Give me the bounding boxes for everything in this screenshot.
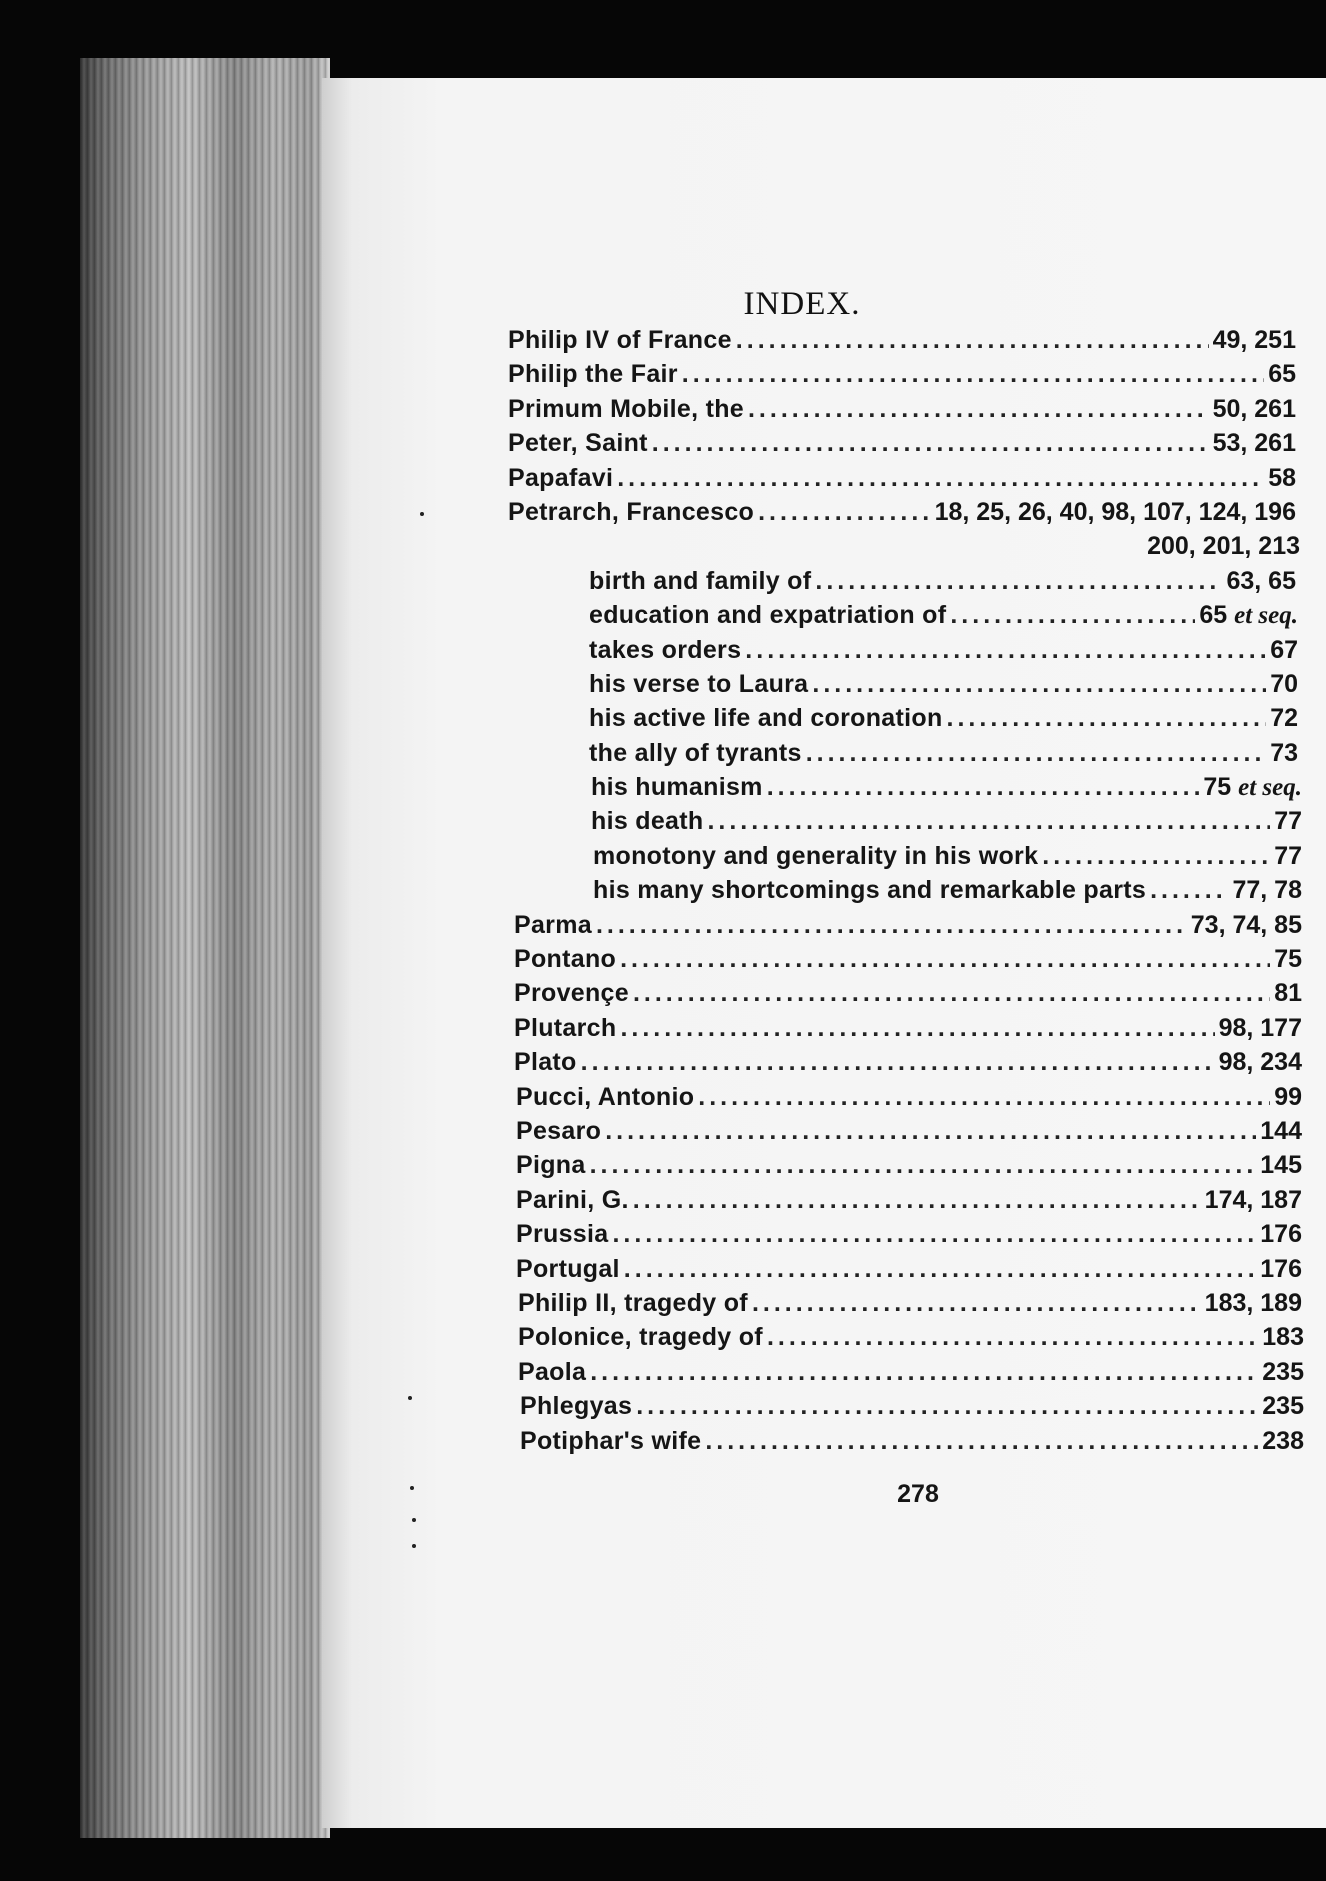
- entry-page-numbers: 75: [1274, 945, 1302, 974]
- entry-page-numbers: 70: [1270, 669, 1298, 698]
- entry-pages: [1262, 1427, 1304, 1456]
- dot-leader: [633, 1186, 1201, 1215]
- dot-leader: [620, 1014, 1214, 1043]
- entry-page-numbers: 238: [1262, 1426, 1304, 1455]
- index-entry: [0, 464, 1326, 498]
- entry-pages: [1213, 429, 1296, 458]
- index-entry: [0, 1220, 1326, 1254]
- entry-term: his active life and coronation: [589, 704, 943, 733]
- entry-term: Petrarch, Francesco: [508, 497, 755, 526]
- entry-term: Philip II, tragedy of: [518, 1288, 748, 1317]
- index-subentry: [0, 567, 1326, 601]
- dot-leader: [1150, 876, 1228, 905]
- dot-leader: [767, 1323, 1258, 1352]
- entry-pages: [1213, 326, 1296, 355]
- entry-page-numbers: 73, 74, 85: [1190, 910, 1302, 939]
- dot-leader: [947, 704, 1267, 733]
- entry-term: Pontano: [514, 945, 617, 974]
- index-entry: [0, 532, 1326, 566]
- entry-term: his verse to Laura: [589, 669, 809, 698]
- entry-term: Primum Mobile, the: [508, 394, 744, 423]
- entry-term: his death: [591, 807, 704, 836]
- entry-page-numbers: 81: [1274, 979, 1302, 1008]
- dot-leader: [624, 1255, 1256, 1284]
- index-entry: [0, 1151, 1326, 1185]
- et-seq-note: et seq.: [1234, 602, 1298, 630]
- index-subentry: [0, 704, 1326, 738]
- entry-pages: [1270, 739, 1298, 768]
- entry-page-numbers: 75: [1203, 773, 1232, 802]
- index-entry: [0, 1117, 1326, 1151]
- entry-page-numbers: 99: [1274, 1082, 1302, 1111]
- entry-term: Phlegyas: [520, 1392, 633, 1421]
- entry-pages: [1268, 464, 1296, 493]
- dot-leader: [707, 807, 1270, 836]
- dot-leader: [815, 567, 1222, 596]
- entry-pages: [1262, 1392, 1304, 1421]
- entry-page-numbers: 18, 25, 26, 40, 98, 107, 124, 196: [934, 497, 1296, 526]
- entry-pages: [1270, 636, 1298, 665]
- entry-pages: [1268, 360, 1296, 389]
- entry-pages: [1232, 876, 1302, 905]
- entry-page-numbers: 235: [1262, 1357, 1304, 1386]
- entry-term: Parini, G.: [516, 1185, 629, 1214]
- entry-page-numbers: 77: [1274, 841, 1302, 870]
- entry-term: Pesaro: [516, 1116, 602, 1145]
- entry-page-numbers: 50, 261: [1212, 394, 1296, 423]
- dot-leader: [698, 1083, 1270, 1112]
- entry-pages: [1199, 601, 1298, 630]
- dot-leader: [620, 945, 1270, 974]
- entry-term: takes orders: [589, 635, 742, 664]
- entry-pages: [1262, 1323, 1304, 1352]
- index-subentry: [0, 773, 1326, 807]
- index-entry: [0, 1186, 1326, 1220]
- entry-pages: [1203, 773, 1302, 802]
- entry-pages: [1274, 842, 1302, 871]
- entry-page-numbers: 98, 234: [1218, 1048, 1302, 1077]
- entry-term: Philip IV of France: [508, 326, 732, 354]
- entry-page-numbers: 144: [1260, 1116, 1302, 1145]
- dot-leader: [758, 498, 930, 527]
- page-title: INDEX.: [743, 286, 861, 322]
- entry-page-numbers: 176: [1260, 1220, 1302, 1249]
- entry-page-numbers: 77: [1274, 807, 1302, 836]
- entry-pages: [935, 498, 1296, 527]
- index-entry: [0, 945, 1326, 979]
- entry-page-numbers: 73: [1270, 738, 1298, 767]
- index-entry: [0, 911, 1326, 945]
- index-entry: [0, 1048, 1326, 1082]
- dot-leader: [812, 670, 1266, 699]
- index-entry: [0, 395, 1326, 429]
- entry-term: Provençe: [514, 979, 629, 1008]
- index-subentry: [0, 842, 1326, 876]
- entry-term: Portugal: [516, 1254, 620, 1283]
- entry-page-numbers: 183, 189: [1204, 1288, 1302, 1317]
- entry-pages: [1260, 1255, 1302, 1284]
- index-subentry: [0, 876, 1326, 910]
- dust-speck: [410, 1486, 414, 1490]
- entry-page-numbers: 58: [1268, 463, 1296, 492]
- dot-leader: [590, 1358, 1258, 1387]
- index-entry: [0, 326, 1326, 360]
- index-entry: [0, 1358, 1326, 1392]
- entry-page-numbers: 65: [1199, 601, 1228, 630]
- index-subentry: [0, 670, 1326, 704]
- entry-pages: [1205, 1186, 1302, 1215]
- entry-page-numbers: 183: [1262, 1323, 1304, 1352]
- index-entry: [0, 1289, 1326, 1323]
- entry-pages: [1270, 670, 1298, 699]
- entry-pages: [1274, 807, 1302, 836]
- entry-pages: [1270, 704, 1298, 733]
- entry-pages: [1219, 1048, 1302, 1077]
- index-subentry: [0, 807, 1326, 841]
- index-entry-list: [0, 326, 1326, 1461]
- entry-term: his many shortcomings and remarkable parts: [593, 876, 1147, 905]
- entry-term: his humanism: [591, 773, 763, 802]
- index-entry: [0, 1255, 1326, 1289]
- entry-page-numbers: 77, 78: [1232, 876, 1302, 905]
- entry-pages: [1226, 567, 1296, 596]
- entry-page-numbers: 72: [1270, 704, 1298, 733]
- dot-leader: [596, 911, 1187, 940]
- entry-term: Philip the Fair: [508, 360, 678, 389]
- et-seq-note: et seq.: [1238, 774, 1302, 802]
- index-entry: [0, 1083, 1326, 1117]
- index-subentry: [0, 636, 1326, 670]
- entry-term: Polonice, tragedy of: [518, 1323, 763, 1352]
- dot-leader: [1042, 842, 1270, 871]
- dot-leader: [652, 429, 1209, 458]
- index-entry: [0, 979, 1326, 1013]
- entry-pages: [1262, 1358, 1304, 1387]
- entry-term: Plutarch: [514, 1013, 617, 1042]
- dot-leader: [806, 739, 1266, 768]
- dust-speck: [412, 1518, 416, 1522]
- entry-pages: [1213, 395, 1296, 424]
- entry-pages: [1191, 911, 1302, 940]
- index-entry: [0, 1014, 1326, 1048]
- entry-page-numbers: 53, 261: [1212, 429, 1296, 458]
- dot-leader: [605, 1117, 1256, 1146]
- entry-page-numbers: 145: [1260, 1151, 1302, 1180]
- entry-term: the ally of tyrants: [589, 738, 802, 767]
- entry-pages: [1260, 1220, 1302, 1249]
- dot-leader: [752, 1289, 1201, 1318]
- entry-pages: [1274, 1083, 1302, 1112]
- dot-leader: [950, 601, 1195, 630]
- dust-speck: [412, 1544, 416, 1548]
- dot-leader: [682, 360, 1264, 389]
- entry-term: Parma: [514, 910, 592, 939]
- dot-leader: [767, 773, 1200, 802]
- dot-leader: [705, 1427, 1258, 1456]
- index-subentry: [0, 739, 1326, 773]
- dot-leader: [636, 1392, 1258, 1421]
- index-entry: [0, 429, 1326, 463]
- dot-leader: [748, 395, 1209, 424]
- entry-page-numbers: 98, 177: [1218, 1013, 1302, 1042]
- entry-term: Potiphar's wife: [520, 1426, 702, 1455]
- dot-leader: [745, 636, 1266, 665]
- entry-pages-continuation: 200, 201, 213: [1147, 532, 1300, 561]
- entry-term: Prussia: [516, 1220, 609, 1249]
- dot-leader: [581, 1048, 1215, 1077]
- entry-term: Pucci, Antonio: [516, 1082, 695, 1111]
- entry-term: Paola: [518, 1357, 587, 1386]
- entry-page-numbers: 174, 187: [1204, 1185, 1302, 1214]
- entry-term: Papafavi: [508, 463, 614, 492]
- dot-leader: [612, 1220, 1256, 1249]
- index-entry: [0, 1427, 1326, 1461]
- index-subentry: [0, 601, 1326, 635]
- entry-pages: [1219, 1014, 1302, 1043]
- entry-term: Plato: [514, 1048, 577, 1077]
- entry-term: Pigna: [516, 1151, 586, 1180]
- entry-page-numbers: 176: [1260, 1254, 1302, 1283]
- index-entry: [0, 1323, 1326, 1357]
- dot-leader: [617, 464, 1264, 493]
- entry-page-numbers: 235: [1262, 1392, 1304, 1421]
- entry-term: monotony and generality in his work: [593, 841, 1039, 870]
- entry-pages: [1274, 979, 1302, 1008]
- entry-pages: [1260, 1117, 1302, 1146]
- index-entry: [0, 498, 1326, 532]
- entry-term: education and expatriation of: [589, 601, 947, 630]
- entry-term: Peter, Saint: [508, 429, 648, 458]
- entry-page-numbers: 67: [1270, 635, 1298, 664]
- entry-page-numbers: 63, 65: [1226, 566, 1296, 595]
- entry-page-numbers: 49, 251: [1212, 326, 1296, 354]
- page-number: 278: [897, 1480, 939, 1508]
- dot-leader: [633, 979, 1270, 1008]
- entry-pages: [1205, 1289, 1302, 1318]
- entry-page-numbers: 65: [1268, 360, 1296, 389]
- index-entry: [0, 360, 1326, 394]
- index-entry: [0, 1392, 1326, 1426]
- dot-leader: [590, 1151, 1257, 1180]
- entry-pages: [1260, 1151, 1302, 1180]
- dot-leader: [736, 326, 1209, 355]
- entry-pages: [1274, 945, 1302, 974]
- entry-term: birth and family of: [589, 566, 812, 595]
